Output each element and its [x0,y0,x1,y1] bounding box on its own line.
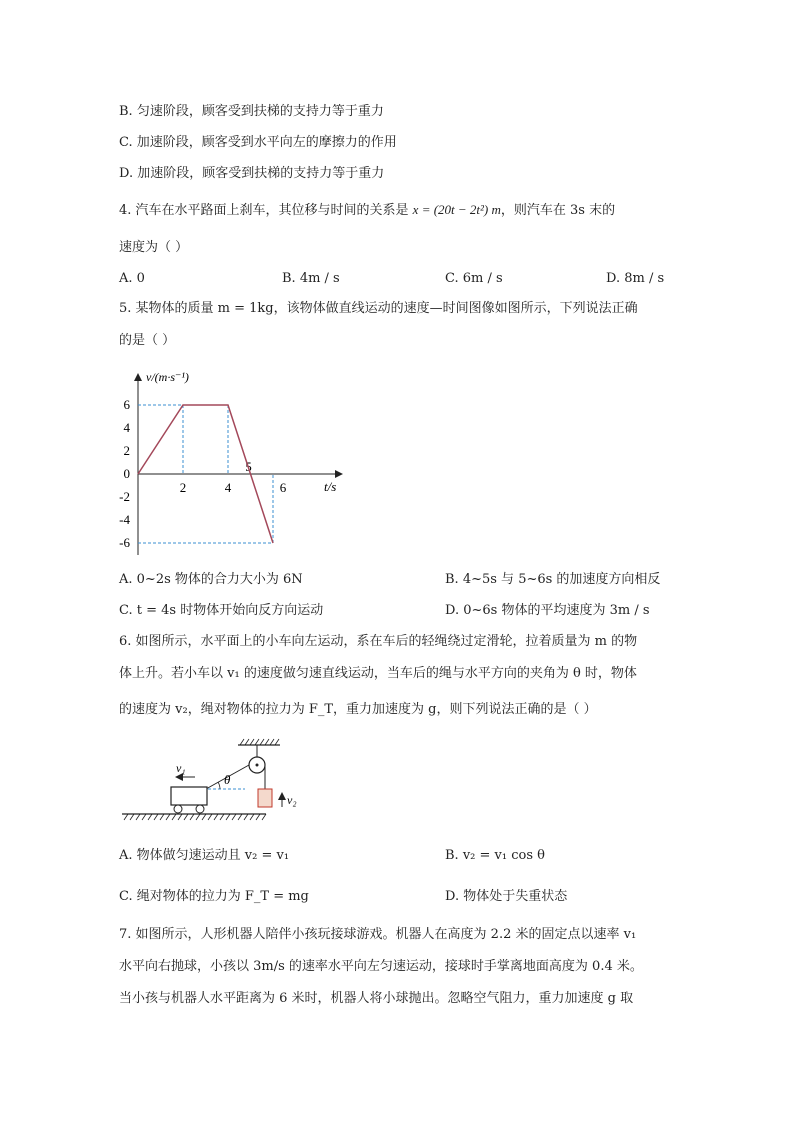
q6-stem-line1: 6. 如图所示，水平面上的小车向左运动，系在车后的轻绳绕过定滑轮，拉着质量为 m 的物 [119,634,638,649]
q4-stem-line1 [119,202,615,219]
q6-option-a: A. 物体做匀速运动且 v₂ = v₁ [119,848,290,863]
x-tick-label: 6 [279,480,287,495]
q6-option-d: D. 物体处于失重状态 [445,889,568,904]
q7-line3: 当小孩与机器人水平距离为 6 米时，机器人将小球抛出。忽略空气阻力，重力加速度 g 取 [119,991,634,1006]
y-tick-label: 6 [123,397,130,412]
x-tick-label: 2 [179,480,187,495]
q3-option-d: D. 加速阶段，顾客受到扶梯的支持力等于重力 [119,166,385,181]
y-tick-label: -4 [119,512,130,527]
q5-option-b: B. 4~5s 与 5~6s 的加速度方向相反 [445,572,661,587]
velocity-time-chart [110,367,350,567]
q3-option-c: C. 加速阶段，顾客受到水平向左的摩擦力的作用 [119,135,397,150]
y-axis-label: v/(m·s⁻¹) [146,370,189,384]
q6-option-b: B. v₂ = v₁ cos θ [445,848,545,863]
q6-stem-line3: 的速度为 v₂，绳对物体的拉力为 F_T，重力加速度为 g，则下列说法正确的是（ ） [119,702,597,717]
cart-wheel-right [196,805,204,813]
y-tick-label: -6 [119,535,130,550]
x-tick-label: 5 [245,459,252,474]
q6-option-c: C. 绳对物体的拉力为 F_T = mg [119,889,309,904]
q4-stem-line2: 速度为（ ） [119,240,189,255]
q5-option-c: C. t = 4s 时物体开始向反方向运动 [119,603,324,618]
q3-option-b: B. 匀速阶段，顾客受到扶梯的支持力等于重力 [119,104,384,119]
q6-stem-line2: 体上升。若小车以 v₁ 的速度做匀速直线运动，当车后的绳与水平方向的夹角为 θ 时，物体 [119,666,637,681]
cart [171,787,207,805]
cart-wheel-left [174,805,182,813]
q5-stem-line2: 的是（ ） [119,333,176,348]
x-tick-label: 4 [224,480,232,495]
theta-label: θ [224,772,231,787]
q4-option-b: B. 4m / s [282,271,340,286]
y-tick-label: 0 [123,466,130,481]
q7-line1: 7. 如图所示，人形机器人陪伴小孩玩接球游戏。机器人在高度为 2.2 米的固定点以速率 v₁ [119,927,637,942]
q4-option-c: C. 6m / s [445,271,503,286]
q4-option-a: A. 0 [119,271,145,286]
v2-label: v₂ [287,793,297,807]
v1-label: v₁ [176,761,186,775]
y-tick-label: 4 [123,420,130,435]
q5-stem-line1: 5. 某物体的质量 m = 1kg，该物体做直线运动的速度—时间图像如图所示，下列说法正确 [119,301,638,316]
hanging-block [258,789,272,807]
y-tick-label: -2 [119,489,130,504]
y-tick-label: 2 [123,443,130,458]
q4-stem-suffix: ，则汽车在 3s 末的 [500,203,616,218]
q4-option-d: D. 8m / s [606,271,665,286]
q4-stem-prefix: 4. 汽车在水平路面上刹车，其位移与时间的关系是 [119,203,413,218]
q4-formula: x = (20t − 2t²) m [412,202,501,217]
q7-line2: 水平向右抛球，小孩以 3m/s 的速率水平向左匀速运动，接球时手掌离地面高度为 0.4 米。 [119,959,643,974]
q5-option-a: A. 0~2s 物体的合力大小为 6N [119,572,303,587]
q5-option-d: D. 0~6s 物体的平均速度为 3m / s [445,603,650,618]
x-axis-label: t/s [324,479,337,494]
pulley-cart-figure [120,737,297,827]
